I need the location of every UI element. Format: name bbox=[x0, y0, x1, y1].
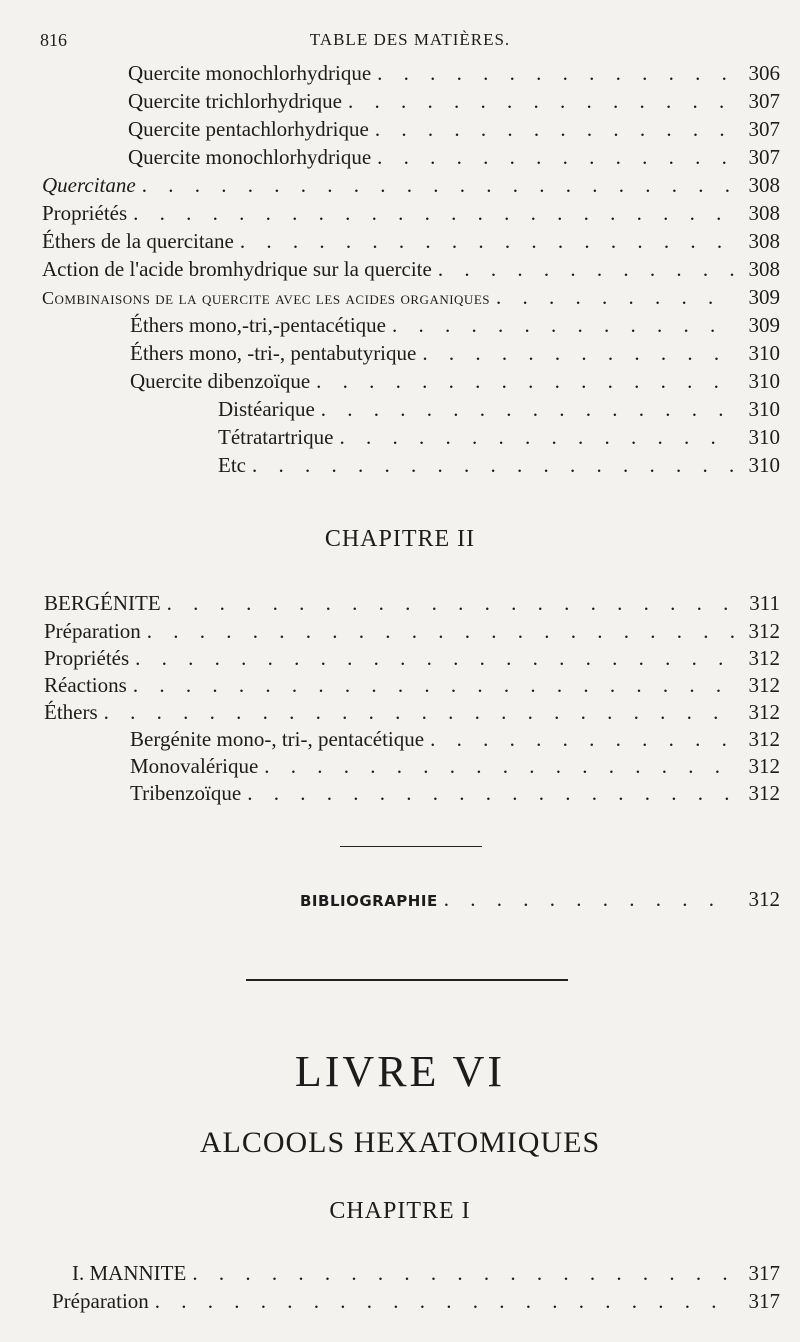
page-ref: 312 bbox=[748, 781, 780, 805]
page-ref: 317 bbox=[748, 1261, 780, 1285]
page-ref: 308 bbox=[748, 201, 780, 225]
page-ref: 307 bbox=[748, 145, 780, 169]
toc-entry: Réactions . . . 312 bbox=[44, 672, 780, 698]
leader-dots bbox=[247, 780, 734, 806]
page-ref: 309 bbox=[748, 285, 780, 309]
page-ref: 310 bbox=[748, 341, 780, 365]
leader-dots bbox=[147, 618, 734, 644]
toc-entry: Quercite trichlorhydrique . . . 307 bbox=[128, 88, 780, 114]
page-ref: 308 bbox=[748, 257, 780, 281]
leader-dots bbox=[155, 1288, 734, 1314]
toc-entry: Propriétés . . . 312 bbox=[44, 645, 780, 671]
toc-entry: Propriétés . . . 308 bbox=[42, 200, 780, 226]
running-head bbox=[40, 30, 780, 54]
leader-dots bbox=[135, 645, 734, 671]
page-ref: 310 bbox=[748, 425, 780, 449]
toc-entry: Monovalérique . . . 312 bbox=[130, 753, 780, 779]
toc-entry: Action de l'acide bromhydrique sur la quercite . . . 308 bbox=[42, 256, 780, 282]
leader-dots bbox=[339, 424, 734, 450]
leader-dots bbox=[348, 88, 734, 114]
page-ref: 312 bbox=[748, 754, 780, 778]
chapter-heading: CHAPITRE II bbox=[324, 526, 476, 552]
running-title: TABLE DES MATIÈRES. bbox=[309, 30, 511, 49]
livre-title: LIVRE VI bbox=[294, 1047, 506, 1096]
page-ref: 308 bbox=[748, 173, 780, 197]
leader-dots bbox=[142, 172, 734, 198]
toc-entry: BERGÉNITE . . . 311 bbox=[44, 590, 780, 616]
leader-dots bbox=[240, 228, 734, 254]
page-ref: 307 bbox=[748, 89, 780, 113]
leader-dots bbox=[192, 1260, 734, 1286]
toc-entry: Préparation . . . 312 bbox=[44, 618, 780, 644]
page-ref: 312 bbox=[748, 700, 780, 724]
page-ref: 310 bbox=[748, 453, 780, 477]
toc-entry: Quercite monochlorhydrique . . . 306 bbox=[128, 60, 780, 86]
toc-entry-bibliographie: BIBLIOGRAPHIE . . . 312 bbox=[300, 886, 780, 912]
toc-entry: Quercite monochlorhydrique . . . 307 bbox=[128, 144, 780, 170]
toc-entry: Quercite dibenzoïque . . . 310 bbox=[130, 368, 780, 394]
toc-entry: Éthers mono,-tri,-pentacétique . . . 309 bbox=[130, 312, 780, 338]
page-ref: 307 bbox=[748, 117, 780, 141]
toc-entry: Distéarique . . . 310 bbox=[218, 396, 780, 422]
page-ref: 312 bbox=[748, 673, 780, 697]
leader-dots bbox=[430, 726, 734, 752]
page-ref: 312 bbox=[748, 646, 780, 670]
toc-entry: Quercitane . . . 308 bbox=[42, 172, 780, 198]
leader-dots bbox=[375, 116, 734, 142]
leader-dots bbox=[167, 590, 734, 616]
leader-dots bbox=[104, 699, 734, 725]
leader-dots bbox=[422, 340, 734, 366]
leader-dots bbox=[133, 200, 734, 226]
toc-entry: Bergénite mono-, tri-, pentacétique . . . 312 bbox=[130, 726, 780, 752]
toc-entry: I. MANNITE . . . 317 bbox=[72, 1260, 780, 1286]
page-ref: 310 bbox=[748, 369, 780, 393]
toc-entry: Quercite pentachlorhydrique . . . 307 bbox=[128, 116, 780, 142]
leader-dots bbox=[252, 452, 734, 478]
toc-entry: Préparation . . . 317 bbox=[52, 1288, 780, 1314]
page-ref: 312 bbox=[748, 887, 780, 911]
livre-subtitle: ALCOOLS HEXATOMIQUES bbox=[199, 1126, 601, 1159]
toc-entry: Éthers . . . 312 bbox=[44, 699, 780, 725]
page-ref: 317 bbox=[748, 1289, 780, 1313]
page-ref: 306 bbox=[748, 61, 780, 85]
leader-dots bbox=[392, 312, 734, 338]
leader-dots bbox=[377, 60, 734, 86]
page-number: 816 bbox=[40, 30, 67, 50]
toc-entry: Combinaisons de la quercite avec les acides organiques . . . 309 bbox=[42, 284, 780, 310]
toc-entry: Tétratartrique . . . 310 bbox=[218, 424, 780, 450]
leader-dots bbox=[321, 396, 734, 422]
page-ref: 312 bbox=[748, 727, 780, 751]
page-ref: 308 bbox=[748, 229, 780, 253]
leader-dots bbox=[377, 144, 734, 170]
toc-entry: Tribenzoïque . . . 312 bbox=[130, 780, 780, 806]
toc-entry: Éthers de la quercitane . . . 308 bbox=[42, 228, 780, 254]
leader-dots bbox=[133, 672, 734, 698]
leader-dots bbox=[316, 368, 734, 394]
leader-dots bbox=[264, 753, 734, 779]
chapter-heading: CHAPITRE I bbox=[329, 1198, 471, 1224]
leader-dots bbox=[496, 284, 734, 310]
page-ref: 311 bbox=[749, 591, 780, 615]
page-ref: 309 bbox=[748, 313, 780, 337]
leader-dots bbox=[444, 886, 734, 912]
toc-entry: Etc . . . 310 bbox=[218, 452, 780, 478]
page-ref: 310 bbox=[748, 397, 780, 421]
book-divider bbox=[246, 979, 568, 981]
section-divider bbox=[340, 846, 482, 847]
page-ref: 312 bbox=[748, 619, 780, 643]
leader-dots bbox=[438, 256, 734, 282]
toc-entry: Éthers mono, -tri-, pentabutyrique . . . 310 bbox=[130, 340, 780, 366]
